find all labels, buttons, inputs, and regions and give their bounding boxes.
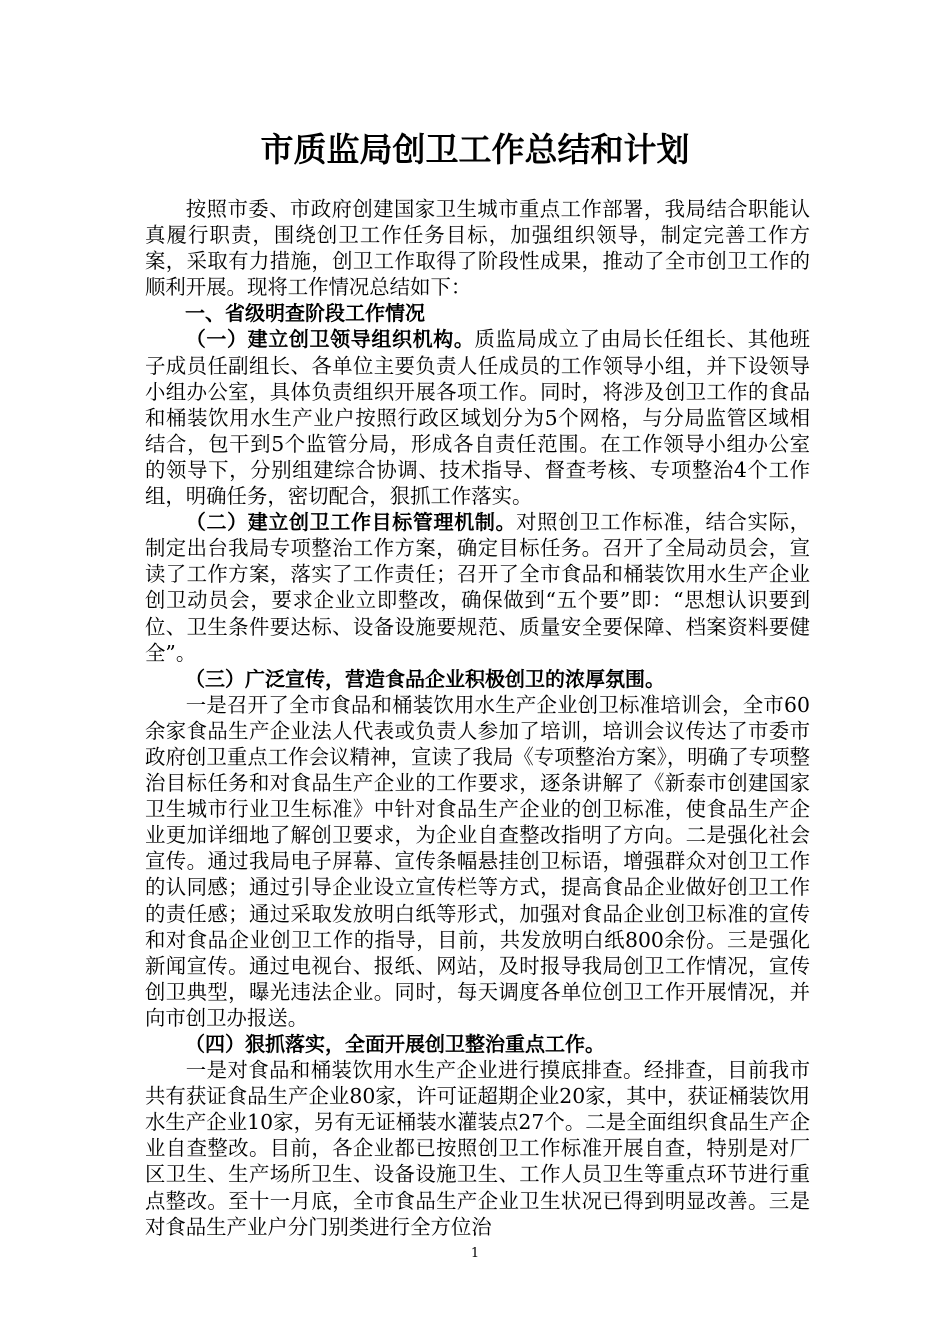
subsection-2-text: 对照创卫工作标准，结合实际，制定出台我局专项整治工作方案，确定目标任务。召开了全局动员会，宣读了工作方案，落实了工作责任；召开了全市食品和桶装饮用水生产企业创卫动员会，要求企业立即整改，确保做到“五个要”即：“思想认识要到位、卫生条件要达标、设备设施要规范、质量安全要保障、档案资料要健全”。	[145, 510, 811, 665]
subsection-3-text: 一是召开了全市食品和桶装饮用水生产企业创卫标准培训会，全市60余家食品生产企业法人代表或负责人参加了培训，培训会议传达了市委市政府创卫重点工作会议精神，宣读了我局《专项整治方案》，明确了专项整治目标任务和对食品生产企业的工作要求，逐条讲解了《新泰市创建国家卫生城市行业卫生标准》中针对食品生产企业的创卫标准，使食品生产企业更加详细地了解创卫要求，为企业自查整改指明了方向。二是强化社会宣传。通过我局电子屏幕、宣传条幅悬挂创卫标语，增强群众对创卫工作的认同感；通过引导企业设立宣传栏等方式，提高食品企业做好创卫工作的责任感；通过采取发放明白纸等形式，加强对食品企业创卫标准的宣传和对食品企业创卫工作的指导，目前，共发放明白纸800余份。三是强化新闻宣传。通过电视台、报纸、网站，及时报导我局创卫工作情况，宣传创卫典型，曝光违法企业。同时，每天调度各单位创卫工作开展情况，并向市创卫办报送。	[145, 692, 810, 1030]
subsection-1-text: 质监局成立了由局长任组长、其他班子成员任副组长、各单位主要负责人任成员的工作领导小组，并下设领导小组办公室，具体负责组织开展各项工作。同时，将涉及创卫工作的食品和桶装饮用水生产业户按照行政区域划分为5个网格，与分局监管区域相结合，包干到5个监管分局，形成各自责任范围。在工作领导小组办公室的领导下，分别组建综合协调、技术指导、督查考核、专项整治4个工作组，明确任务，密切配合，狠抓工作落实。	[145, 327, 811, 509]
document-body	[145, 196, 810, 1240]
page-number: 1	[470, 1246, 480, 1261]
subsection-1	[145, 326, 810, 509]
section-heading-1: 一、省级明查阶段工作情况	[185, 301, 425, 326]
subsection-4-text: 一是对食品和桶装饮用水生产企业进行摸底排查。经排查，目前我市共有获证食品生产企业80家，许可证超期企业20家，其中，获证桶装饮用水生产企业10家，另有无证桶装水灌装点27个。二是全面组织食品生产企业自查整改。目前，各企业都已按照创卫工作标准开展自查，特别是对厂区卫生、生产场所卫生、设备设施卫生、工作人员卫生等重点环节进行重点整改。至十一月底，全市食品生产企业卫生状况已得到明显改善。三是对食品生产业户分门别类进行全方位治	[145, 1058, 810, 1239]
subsection-1-heading: （一）建立创卫领导组织机构。	[185, 327, 475, 352]
intro-paragraph: 按照市委、市政府创建国家卫生城市重点工作部署，我局结合职能认真履行职责，围绕创卫工作任务目标，加强组织领导，制定完善工作方案，采取有力措施，创卫工作取得了阶段性成果，推动了全市创卫工作的顺利开展。现将工作情况总结如下：	[145, 197, 810, 300]
document-title: 市质监局创卫工作总结和计划	[260, 130, 690, 169]
subsection-3-heading: （三）广泛宣传，营造食品企业积极创卫的浓厚氛围。	[185, 666, 665, 691]
subsection-4-heading: （四）狠抓落实，全面开展创卫整治重点工作。	[185, 1032, 605, 1056]
subsection-2	[145, 509, 810, 666]
subsection-2-heading: （二）建立创卫工作目标管理机制。	[185, 510, 517, 535]
